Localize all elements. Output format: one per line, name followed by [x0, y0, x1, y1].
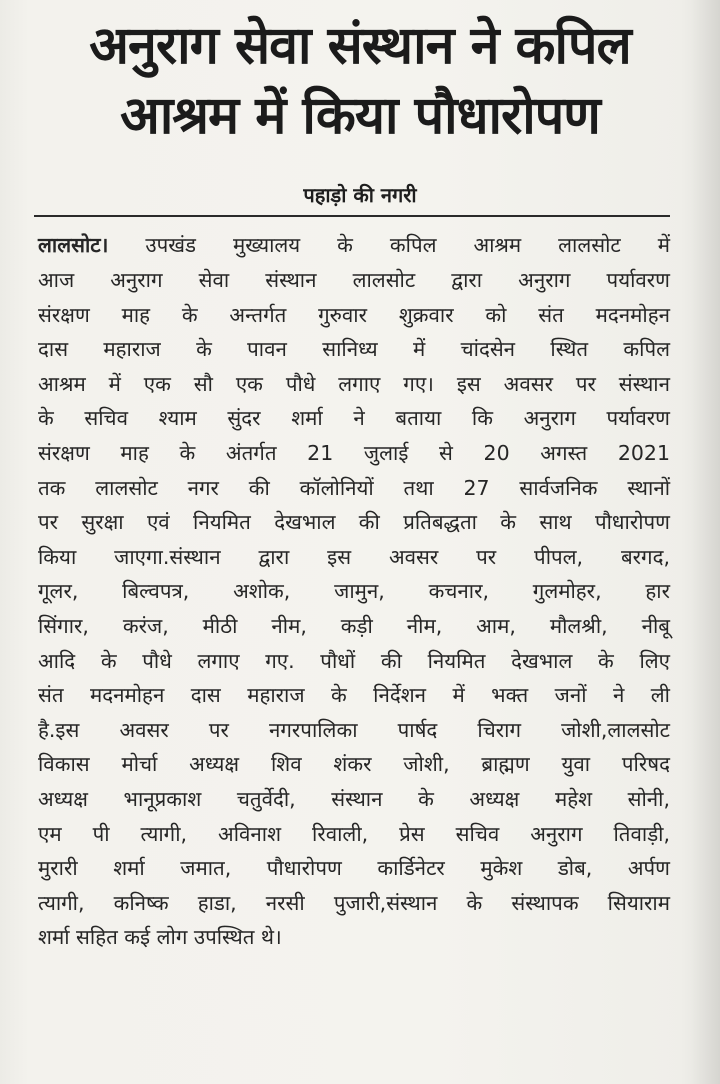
article-line-last: शर्मा सहित कई लोग उपस्थित थे। [38, 925, 282, 949]
headline-line-1: अनुराग सेवा संस्थान ने कपिल [89, 16, 631, 76]
article-line: अध्यक्ष भानूप्रकाश चतुर्वेदी, संस्थान के अध्यक्ष महेश सोनी, [38, 787, 670, 811]
article-line: दास महाराज के पावन सानिध्य में चांदसेन स्थित कपिल [38, 337, 670, 361]
article-line [38, 228, 670, 263]
article-line: आदि के पौधे लगाए गए. पौधों की नियमित देखभाल के लिए [38, 649, 670, 673]
headline-line-2: आश्रम में किया पौधारोपण [120, 86, 600, 146]
dateline: पहाड़ो की नगरी [303, 183, 417, 207]
article-line: पर सुरक्षा एवं नियमित देखभाल की प्रतिबद्धता के साथ पौधारोपण [38, 510, 670, 534]
article-line: संत मदनमोहन दास महाराज के निर्देशन में भक्त जनों ने ली [38, 683, 670, 707]
article-line: संरक्षण माह के अंतर्गत 21 जुलाई से 20 अगस्त 2021 [38, 441, 670, 465]
article-line: संरक्षण माह के अन्तर्गत गुरुवार शुक्रवार को संत मदनमोहन [38, 303, 670, 327]
dateline-rule [34, 215, 670, 217]
article-line: आश्रम में एक सौ एक पौधे लगाए गए। इस अवसर पर संस्थान [38, 372, 670, 396]
article-line: सिंगार, करंज, मीठी नीम, कड़ी नीम, आम, मौलश्री, नीबू [38, 614, 670, 638]
article-line: आज अनुराग सेवा संस्थान लालसोट द्वारा अनुराग पर्यावरण [38, 268, 670, 292]
article-line: के सचिव श्याम सुंदर शर्मा ने बताया कि अनुराग पर्यावरण [38, 406, 670, 430]
article-lead: लालसोट। [38, 233, 109, 257]
page-edge-shadow [680, 0, 720, 1084]
article-line: है.इस अवसर पर नगरपालिका पार्षद चिराग जोशी,लालसोट [38, 718, 670, 742]
article-line: विकास मोर्चा अध्यक्ष शिव शंकर जोशी, ब्राह्मण युवा परिषद [38, 752, 670, 776]
article-line: त्यागी, कनिष्क हाडा, नरसी पुजारी,संस्थान के संस्थापक सियाराम [38, 891, 670, 915]
article-line: मुरारी शर्मा जमात, पौधारोपण कार्डिनेटर मुकेश डोब, अर्पण [38, 856, 670, 880]
article-line: गूलर, बिल्वपत्र, अशोक, जामुन, कचनार, गुलमोहर, हार [38, 579, 670, 603]
article-line: तक लालसोट नगर की कॉलोनियों तथा 27 सार्वजनिक स्थानों [38, 476, 670, 500]
article-first-line-rest: उपखंड मुख्यालय के कपिल आश्रम लालसोट में [108, 233, 670, 257]
article-line: किया जाएगा.संस्थान द्वारा इस अवसर पर पीपल, बरगद, [38, 545, 670, 569]
article-line: एम पी त्यागी, अविनाश रिवाली, प्रेस सचिव अनुराग तिवाड़ी, [38, 822, 670, 846]
